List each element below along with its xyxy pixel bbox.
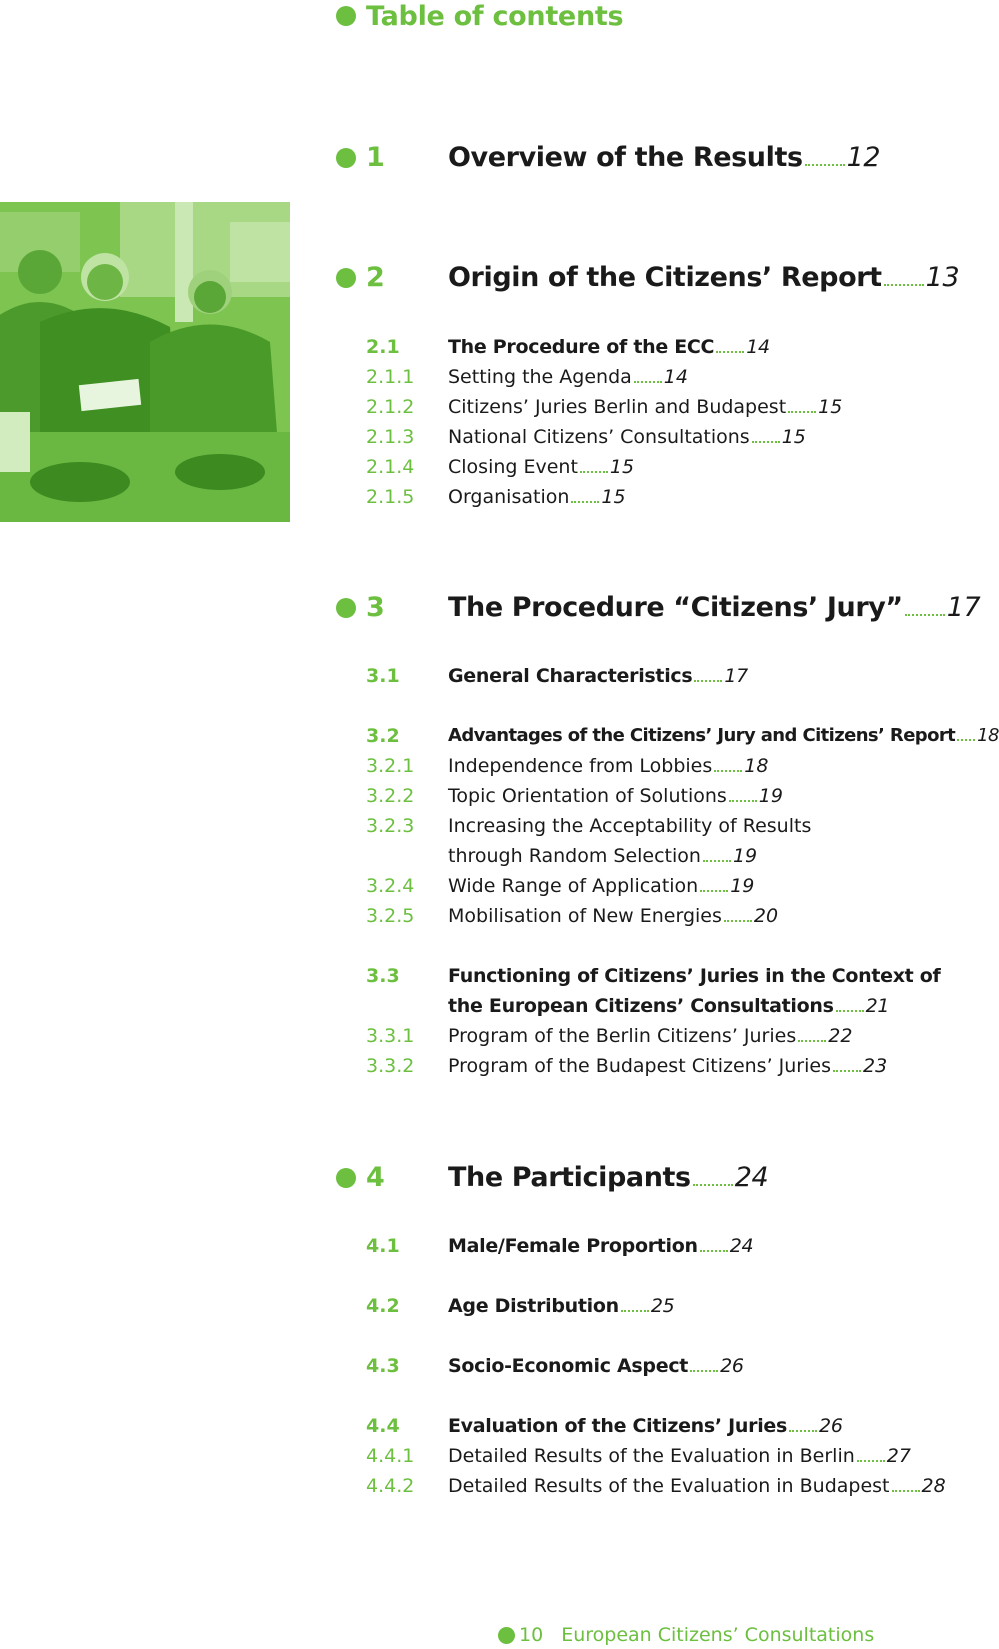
section-title: Socio-Economic Aspect (448, 1355, 689, 1377)
dot-leader (836, 998, 864, 1012)
bullet-dot-icon (336, 1168, 356, 1188)
dot-leader (634, 369, 662, 383)
dot-leader (798, 1028, 826, 1042)
page-footer (498, 1624, 874, 1646)
page-number: 20 (753, 905, 779, 927)
page-number: 22 (828, 1025, 853, 1047)
section-title: Increasing the Acceptability of Results (448, 815, 812, 837)
section-number: 3.1 (366, 665, 400, 687)
dot-leader (789, 1418, 817, 1432)
dot-leader (703, 848, 731, 862)
dot-leader (724, 908, 752, 922)
section-number: 2.1.2 (366, 396, 415, 418)
section-number: 4.3 (366, 1355, 400, 1377)
section-title: Functioning of Citizens’ Juries in the Context of (448, 965, 941, 987)
dot-leader (857, 1448, 885, 1462)
dot-leader (571, 489, 599, 503)
dot-leader (833, 1058, 861, 1072)
section-number: 4.1 (366, 1235, 400, 1257)
section-number: 4.2 (366, 1295, 400, 1317)
chapter-title: The Procedure “Citizens’ Jury” (448, 592, 903, 623)
page-number: 19 (730, 875, 755, 897)
dot-leader (892, 1478, 920, 1492)
section-number: 2.1.1 (366, 366, 415, 388)
section-title: Closing Event (448, 456, 578, 478)
people-photo (0, 202, 290, 522)
section-title: Detailed Results of the Evaluation in Budapest (448, 1475, 890, 1497)
dot-leader (729, 788, 757, 802)
page-number: 15 (601, 486, 626, 508)
dot-leader (752, 429, 780, 443)
bullet-dot-icon (336, 148, 356, 168)
section-title: Topic Orientation of Solutions (448, 785, 727, 807)
section-number: 4.4.2 (366, 1475, 415, 1497)
dot-leader (700, 1238, 728, 1252)
page-number: 21 (865, 995, 890, 1017)
bullet-dot-icon (336, 6, 356, 26)
section-number: 2.1 (366, 336, 400, 358)
section-title: Organisation (448, 486, 570, 508)
page-number: 18 (744, 755, 769, 777)
dot-leader (788, 399, 816, 413)
page-number: 28 (921, 1475, 946, 1497)
bullet-dot-icon (336, 268, 356, 288)
section-number: 3.2.3 (366, 815, 415, 837)
section-number: 4.4.1 (366, 1445, 415, 1467)
section-title-continued: the European Citizens’ Consultations (448, 995, 834, 1017)
page-number: 26 (819, 1415, 843, 1437)
dot-leader (621, 1298, 649, 1312)
page-number: 19 (732, 845, 758, 867)
section-title: Advantages of the Citizens’ Jury and Citizens’ Report (448, 725, 956, 746)
section-title: General Characteristics (448, 665, 693, 687)
section-number: 2.1.4 (366, 456, 415, 478)
footer-page-number: 10 (519, 1624, 544, 1646)
page-title (336, 0, 623, 32)
section-title: Detailed Results of the Evaluation in Berlin (448, 1445, 855, 1467)
page-number: 12 (846, 142, 881, 173)
section-number: 3.2 (366, 725, 400, 747)
page-number: 18 (977, 725, 999, 746)
dot-leader (693, 1168, 733, 1186)
section-title-continued: through Random Selection (448, 845, 701, 867)
section-title: Wide Range of Application (448, 875, 699, 897)
page-number: 25 (650, 1295, 675, 1317)
dot-leader (716, 339, 744, 353)
page-number: 17 (946, 592, 981, 623)
section-number: 3.2.1 (366, 755, 415, 777)
chapter-number: 1 (366, 142, 385, 173)
dot-leader (700, 878, 728, 892)
section-title: Male/Female Proportion (448, 1235, 698, 1257)
dot-leader (957, 727, 975, 741)
section-number: 4.4 (366, 1415, 400, 1437)
section-title: The Procedure of the ECC (448, 336, 715, 358)
footer-publication-title: European Citizens’ Consultations (561, 1624, 875, 1646)
section-number: 3.2.5 (366, 905, 415, 927)
page-number: 19 (758, 785, 783, 807)
chapter-title: The Participants (448, 1162, 691, 1193)
dot-leader (905, 598, 945, 616)
page-number: 13 (925, 262, 960, 293)
chapter-number: 2 (366, 262, 385, 293)
section-number: 3.3.2 (366, 1055, 415, 1077)
section-title: Program of the Berlin Citizens’ Juries (448, 1025, 797, 1047)
people-photo-illustration (0, 202, 290, 522)
section-number: 2.1.3 (366, 426, 415, 448)
section-title: Program of the Budapest Citizens’ Juries (448, 1055, 831, 1077)
dot-leader (580, 459, 608, 473)
section-title: Citizens’ Juries Berlin and Budapest (448, 396, 787, 418)
page-number: 15 (781, 426, 806, 448)
page-number: 27 (886, 1445, 911, 1467)
bullet-dot-icon (336, 598, 356, 618)
section-title: Independence from Lobbies (448, 755, 713, 777)
dot-leader (694, 668, 722, 682)
page-number: 15 (818, 396, 843, 418)
chapter-number: 3 (366, 592, 385, 623)
page-number: 23 (862, 1055, 888, 1077)
page-number: 14 (746, 336, 770, 358)
dot-leader (690, 1358, 718, 1372)
bullet-dot-icon (498, 1627, 515, 1644)
page-number: 24 (729, 1235, 754, 1257)
page-number: 15 (609, 456, 635, 478)
section-title: Mobilisation of New Energies (448, 905, 722, 927)
section-title: Evaluation of the Citizens’ Juries (448, 1415, 788, 1437)
page-number: 24 (734, 1162, 769, 1193)
section-title: National Citizens’ Consultations (448, 426, 750, 448)
chapter-title: Origin of the Citizens’ Report (448, 262, 882, 293)
page-title-text: Table of contents (366, 0, 624, 32)
chapter-number: 4 (366, 1162, 385, 1193)
page-number: 14 (663, 366, 688, 388)
section-number: 2.1.5 (366, 486, 415, 508)
dot-leader (884, 268, 924, 286)
chapter-title: Overview of the Results (448, 142, 803, 173)
section-title: Setting the Agenda (448, 366, 632, 388)
page-number: 26 (720, 1355, 744, 1377)
section-number: 3.3 (366, 965, 400, 987)
section-title: Age Distribution (448, 1295, 619, 1317)
page-number: 17 (724, 665, 748, 687)
section-number: 3.2.2 (366, 785, 415, 807)
section-number: 3.2.4 (366, 875, 415, 897)
dot-leader (714, 758, 742, 772)
dot-leader (805, 148, 845, 166)
section-number: 3.3.1 (366, 1025, 415, 1047)
